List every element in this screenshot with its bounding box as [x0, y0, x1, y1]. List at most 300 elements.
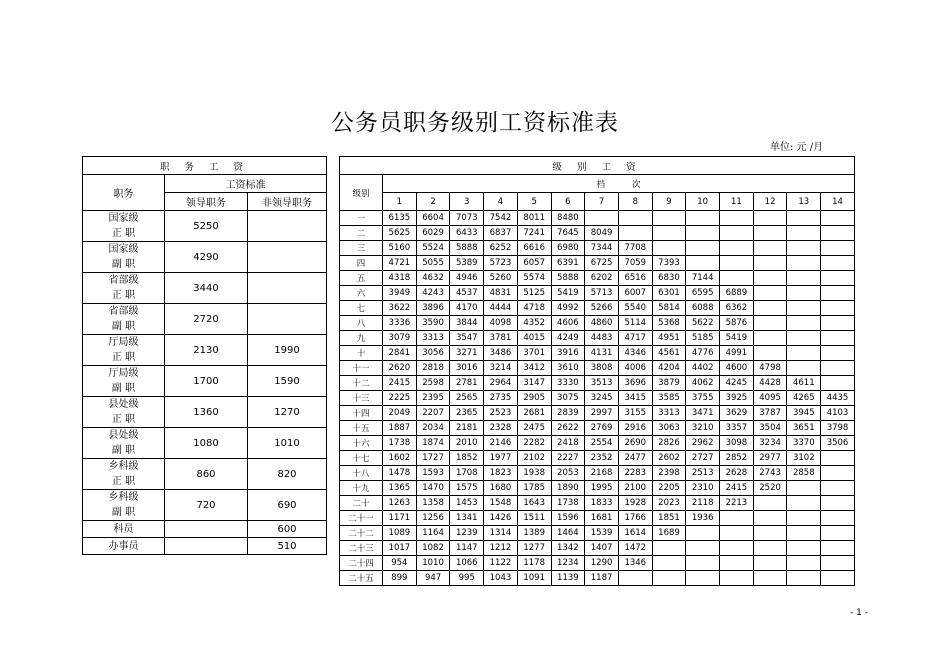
level-row	[340, 496, 855, 511]
nonleader-salary	[248, 242, 327, 273]
salary-cell: 1043	[484, 571, 518, 586]
grade-number: 11	[720, 193, 754, 211]
salary-cell: 7059	[618, 256, 652, 271]
salary-cell	[821, 271, 855, 286]
salary-cell: 2727	[686, 451, 720, 466]
salary-cell: 899	[383, 571, 417, 586]
salary-cell: 4776	[686, 346, 720, 361]
post-name-line1: 县处级	[108, 430, 139, 441]
salary-cell: 3798	[821, 421, 855, 436]
col-standard: 工资标准	[165, 175, 327, 193]
salary-cell: 2964	[484, 376, 518, 391]
salary-cell: 4103	[821, 406, 855, 421]
salary-cell: 3844	[450, 316, 484, 331]
post-row	[83, 242, 327, 273]
salary-cell: 1766	[618, 511, 652, 526]
page-number: - 1 -	[850, 608, 868, 618]
salary-cell: 3330	[551, 376, 585, 391]
salary-cell: 954	[383, 556, 417, 571]
salary-cell	[821, 331, 855, 346]
post-row	[83, 428, 327, 459]
post-name	[83, 211, 165, 242]
salary-cell: 3610	[551, 361, 585, 376]
salary-cell: 1091	[517, 571, 551, 586]
salary-cell: 4606	[551, 316, 585, 331]
salary-cell: 2415	[383, 376, 417, 391]
salary-cell: 1995	[585, 481, 619, 496]
salary-cell	[720, 526, 754, 541]
salary-cell: 2205	[652, 481, 686, 496]
salary-cell: 2010	[450, 436, 484, 451]
salary-cell: 1785	[517, 481, 551, 496]
salary-cell: 3506	[821, 436, 855, 451]
salary-cell: 1256	[416, 511, 450, 526]
salary-cell: 3245	[585, 391, 619, 406]
salary-cell: 1453	[450, 496, 484, 511]
salary-cell: 4249	[551, 331, 585, 346]
salary-cell: 6516	[618, 271, 652, 286]
salary-cell: 2620	[383, 361, 417, 376]
salary-cell: 7144	[686, 271, 720, 286]
salary-cell: 1389	[517, 526, 551, 541]
salary-cell: 1472	[618, 541, 652, 556]
nonleader-salary: 1590	[248, 366, 327, 397]
salary-cell: 2826	[652, 436, 686, 451]
salary-cell: 4537	[450, 286, 484, 301]
salary-cell: 7241	[517, 226, 551, 241]
post-name-line1: 省部级	[108, 275, 139, 286]
salary-cell: 4062	[686, 376, 720, 391]
salary-cell	[821, 526, 855, 541]
salary-cell	[787, 331, 821, 346]
salary-cell: 3590	[416, 316, 450, 331]
salary-cell	[821, 556, 855, 571]
salary-cell	[787, 241, 821, 256]
salary-cell: 6830	[652, 271, 686, 286]
level-row	[340, 376, 855, 391]
salary-cell: 1823	[484, 466, 518, 481]
level-row	[340, 211, 855, 226]
post-name	[83, 335, 165, 366]
salary-cell: 1342	[551, 541, 585, 556]
leader-salary: 4290	[165, 242, 248, 273]
salary-cell: 3313	[652, 406, 686, 421]
salary-cell: 3486	[484, 346, 518, 361]
salary-cell: 3412	[517, 361, 551, 376]
salary-cell	[821, 316, 855, 331]
post-name-line2: 正 职	[111, 290, 136, 301]
salary-cell: 4611	[787, 376, 821, 391]
salary-cell: 5160	[383, 241, 417, 256]
salary-cell: 6301	[652, 286, 686, 301]
salary-cell: 5524	[416, 241, 450, 256]
leader-salary: 860	[165, 459, 248, 490]
salary-cell	[753, 241, 787, 256]
post-name-line1: 厅局级	[108, 337, 139, 348]
salary-cell: 6980	[551, 241, 585, 256]
level-row	[340, 346, 855, 361]
grade-number: 12	[753, 193, 787, 211]
salary-cell	[753, 301, 787, 316]
salary-cell: 7393	[652, 256, 686, 271]
salary-cell: 6088	[686, 301, 720, 316]
salary-cell: 2418	[551, 436, 585, 451]
salary-cell: 1263	[383, 496, 417, 511]
salary-cell	[821, 481, 855, 496]
salary-cell: 2310	[686, 481, 720, 496]
salary-cell: 4006	[618, 361, 652, 376]
salary-cell	[686, 211, 720, 226]
salary-cell	[821, 466, 855, 481]
salary-cell: 1171	[383, 511, 417, 526]
salary-cell: 3755	[686, 391, 720, 406]
post-name-line1: 国家级	[108, 244, 139, 255]
level-row	[340, 256, 855, 271]
salary-cell	[753, 496, 787, 511]
salary-cell: 5625	[383, 226, 417, 241]
salary-cell: 3210	[686, 421, 720, 436]
level-name: 十五	[340, 421, 383, 436]
level-row	[340, 391, 855, 406]
level-row	[340, 571, 855, 586]
salary-cell: 4992	[551, 301, 585, 316]
level-row	[340, 451, 855, 466]
salary-cell: 3504	[753, 421, 787, 436]
post-name	[83, 521, 165, 538]
col-post: 职务	[83, 175, 165, 211]
salary-cell: 6057	[517, 256, 551, 271]
salary-cell	[787, 361, 821, 376]
grade-number: 10	[686, 193, 720, 211]
salary-cell: 5814	[652, 301, 686, 316]
salary-cell: 4015	[517, 331, 551, 346]
salary-cell	[686, 526, 720, 541]
salary-cell: 5368	[652, 316, 686, 331]
salary-cell: 8011	[517, 211, 551, 226]
salary-cell: 4352	[517, 316, 551, 331]
salary-cell	[821, 256, 855, 271]
salary-cell: 3547	[450, 331, 484, 346]
nonleader-salary: 1010	[248, 428, 327, 459]
salary-cell	[585, 211, 619, 226]
salary-cell: 1977	[484, 451, 518, 466]
salary-cell: 6725	[585, 256, 619, 271]
salary-cell: 6202	[585, 271, 619, 286]
salary-cell: 3357	[720, 421, 754, 436]
post-name-line2: 正 职	[111, 352, 136, 363]
salary-cell: 1314	[484, 526, 518, 541]
salary-cell: 4402	[686, 361, 720, 376]
salary-cell: 1122	[484, 556, 518, 571]
salary-cell: 3313	[416, 331, 450, 346]
salary-cell: 3102	[787, 451, 821, 466]
level-name: 十六	[340, 436, 383, 451]
salary-cell: 2100	[618, 481, 652, 496]
salary-cell	[720, 241, 754, 256]
level-row	[340, 466, 855, 481]
post-name	[83, 490, 165, 521]
salary-cell	[787, 301, 821, 316]
post-name-line1: 办事员	[108, 540, 139, 552]
salary-cell: 3471	[686, 406, 720, 421]
salary-cell: 3629	[720, 406, 754, 421]
salary-cell: 1681	[585, 511, 619, 526]
salary-cell	[821, 346, 855, 361]
level-name: 二十一	[340, 511, 383, 526]
salary-cell: 4632	[416, 271, 450, 286]
nonleader-salary: 690	[248, 490, 327, 521]
level-name: 四	[340, 256, 383, 271]
salary-cell: 2598	[416, 376, 450, 391]
salary-cell	[787, 316, 821, 331]
salary-cell	[652, 541, 686, 556]
salary-cell: 1596	[551, 511, 585, 526]
salary-cell: 4131	[585, 346, 619, 361]
salary-cell: 2916	[618, 421, 652, 436]
salary-cell: 1852	[450, 451, 484, 466]
salary-cell: 3016	[450, 361, 484, 376]
salary-cell	[787, 211, 821, 226]
salary-cell: 2328	[484, 421, 518, 436]
salary-cell: 3056	[416, 346, 450, 361]
salary-cell: 2168	[585, 466, 619, 481]
nonleader-salary: 1990	[248, 335, 327, 366]
grade-number: 5	[517, 193, 551, 211]
salary-cell: 3945	[787, 406, 821, 421]
post-name-line2: 副 职	[111, 321, 136, 332]
salary-cell: 2818	[416, 361, 450, 376]
salary-cell: 4561	[652, 346, 686, 361]
salary-cell: 2520	[753, 481, 787, 496]
salary-cell	[686, 226, 720, 241]
salary-cell: 6604	[416, 211, 450, 226]
salary-cell: 2997	[585, 406, 619, 421]
salary-cell	[686, 256, 720, 271]
salary-cell	[753, 256, 787, 271]
salary-cell: 1738	[551, 496, 585, 511]
grade-number: 3	[450, 193, 484, 211]
salary-cell	[686, 541, 720, 556]
level-name: 二十二	[340, 526, 383, 541]
level-salary-header: 级 别 工 资	[340, 157, 855, 175]
post-name	[83, 242, 165, 273]
col-leader: 领导职务	[165, 193, 248, 211]
salary-cell: 5389	[450, 256, 484, 271]
level-name: 五	[340, 271, 383, 286]
salary-cell: 2053	[551, 466, 585, 481]
level-name: 八	[340, 316, 383, 331]
salary-cell: 1346	[618, 556, 652, 571]
salary-cell: 3079	[383, 331, 417, 346]
salary-cell: 3781	[484, 331, 518, 346]
nonleader-salary: 600	[248, 521, 327, 538]
salary-cell: 1887	[383, 421, 417, 436]
salary-cell: 4444	[484, 301, 518, 316]
level-name: 二十四	[340, 556, 383, 571]
salary-cell: 2146	[484, 436, 518, 451]
salary-cell: 3147	[517, 376, 551, 391]
salary-cell: 1464	[551, 526, 585, 541]
salary-cell: 2523	[484, 406, 518, 421]
level-name: 十二	[340, 376, 383, 391]
salary-cell: 3234	[753, 436, 787, 451]
post-name	[83, 538, 165, 555]
salary-cell	[753, 346, 787, 361]
grade-number: 14	[821, 193, 855, 211]
salary-cell: 2395	[416, 391, 450, 406]
salary-cell: 1851	[652, 511, 686, 526]
leader-salary: 1080	[165, 428, 248, 459]
level-name: 三	[340, 241, 383, 256]
level-row	[340, 541, 855, 556]
post-name-line1: 乡科级	[108, 461, 139, 472]
post-row	[83, 366, 327, 397]
post-name-line2: 副 职	[111, 445, 136, 456]
salary-cell: 4245	[720, 376, 754, 391]
salary-cell: 3622	[383, 301, 417, 316]
salary-cell	[821, 361, 855, 376]
salary-cell: 2477	[618, 451, 652, 466]
salary-cell: 3063	[652, 421, 686, 436]
post-row	[83, 538, 327, 555]
salary-cell: 1089	[383, 526, 417, 541]
salary-cell	[787, 556, 821, 571]
post-salary-header: 职 务 工 资	[83, 157, 327, 175]
salary-cell: 2282	[517, 436, 551, 451]
salary-cell: 2049	[383, 406, 417, 421]
salary-cell: 4095	[753, 391, 787, 406]
salary-cell	[618, 226, 652, 241]
post-row	[83, 211, 327, 242]
salary-cell	[753, 316, 787, 331]
salary-cell: 3896	[416, 301, 450, 316]
salary-cell: 2365	[450, 406, 484, 421]
salary-cell: 2118	[686, 496, 720, 511]
salary-cell: 1928	[618, 496, 652, 511]
salary-cell	[787, 256, 821, 271]
salary-cell: 3271	[450, 346, 484, 361]
level-row	[340, 511, 855, 526]
salary-cell: 3701	[517, 346, 551, 361]
level-name: 十九	[340, 481, 383, 496]
post-name-line1: 乡科级	[108, 492, 139, 503]
salary-cell: 2475	[517, 421, 551, 436]
salary-cell: 3415	[618, 391, 652, 406]
salary-cell	[652, 556, 686, 571]
salary-cell: 1539	[585, 526, 619, 541]
salary-cell: 3585	[652, 391, 686, 406]
salary-cell	[618, 571, 652, 586]
post-name-line1: 厅局级	[108, 368, 139, 379]
salary-cell: 1727	[416, 451, 450, 466]
post-name-line1: 科员	[113, 523, 134, 535]
salary-cell: 1407	[585, 541, 619, 556]
salary-cell: 6362	[720, 301, 754, 316]
salary-cell: 2681	[517, 406, 551, 421]
salary-cell	[720, 211, 754, 226]
leader-salary: 2130	[165, 335, 248, 366]
salary-cell: 2781	[450, 376, 484, 391]
salary-cell	[787, 571, 821, 586]
post-name-line1: 国家级	[108, 213, 139, 224]
post-name	[83, 304, 165, 335]
salary-cell: 4991	[720, 346, 754, 361]
post-name	[83, 366, 165, 397]
salary-cell: 1178	[517, 556, 551, 571]
salary-cell	[720, 511, 754, 526]
salary-cell: 5419	[720, 331, 754, 346]
salary-cell: 1187	[585, 571, 619, 586]
salary-cell: 995	[450, 571, 484, 586]
post-row	[83, 521, 327, 538]
level-row	[340, 301, 855, 316]
level-row	[340, 436, 855, 451]
salary-cell: 2181	[450, 421, 484, 436]
salary-cell: 4435	[821, 391, 855, 406]
salary-cell: 4098	[484, 316, 518, 331]
level-name: 二十五	[340, 571, 383, 586]
salary-cell: 1602	[383, 451, 417, 466]
salary-cell: 6135	[383, 211, 417, 226]
salary-cell: 1575	[450, 481, 484, 496]
salary-cell	[753, 226, 787, 241]
salary-cell: 2415	[720, 481, 754, 496]
salary-cell: 1426	[484, 511, 518, 526]
salary-cell: 7645	[551, 226, 585, 241]
salary-cell: 2207	[416, 406, 450, 421]
salary-cell	[821, 226, 855, 241]
salary-cell: 1234	[551, 556, 585, 571]
leader-salary: 2720	[165, 304, 248, 335]
salary-cell: 1548	[484, 496, 518, 511]
salary-cell: 2602	[652, 451, 686, 466]
unit-label: 单位: 元 /月	[770, 142, 824, 153]
level-name: 二	[340, 226, 383, 241]
salary-cell: 1017	[383, 541, 417, 556]
level-row	[340, 526, 855, 541]
salary-cell	[720, 271, 754, 286]
salary-cell	[753, 571, 787, 586]
salary-cell: 2839	[551, 406, 585, 421]
salary-cell: 2283	[618, 466, 652, 481]
nonleader-salary: 1270	[248, 397, 327, 428]
level-row	[340, 331, 855, 346]
salary-cell: 1212	[484, 541, 518, 556]
salary-cell: 2398	[652, 466, 686, 481]
salary-cell: 3925	[720, 391, 754, 406]
salary-cell: 1010	[416, 556, 450, 571]
salary-cell: 6889	[720, 286, 754, 301]
salary-cell: 5540	[618, 301, 652, 316]
post-row	[83, 490, 327, 521]
salary-cell: 3513	[585, 376, 619, 391]
salary-cell: 1643	[517, 496, 551, 511]
salary-cell: 4721	[383, 256, 417, 271]
salary-cell: 2690	[618, 436, 652, 451]
salary-cell: 3098	[720, 436, 754, 451]
salary-cell: 7344	[585, 241, 619, 256]
salary-cell: 5266	[585, 301, 619, 316]
salary-cell: 2905	[517, 391, 551, 406]
salary-cell	[753, 541, 787, 556]
salary-cell	[720, 256, 754, 271]
salary-cell	[787, 286, 821, 301]
level-row	[340, 271, 855, 286]
salary-cell: 3879	[652, 376, 686, 391]
salary-cell: 5888	[450, 241, 484, 256]
post-name-line2: 副 职	[111, 383, 136, 394]
post-name-line2: 副 职	[111, 259, 136, 270]
